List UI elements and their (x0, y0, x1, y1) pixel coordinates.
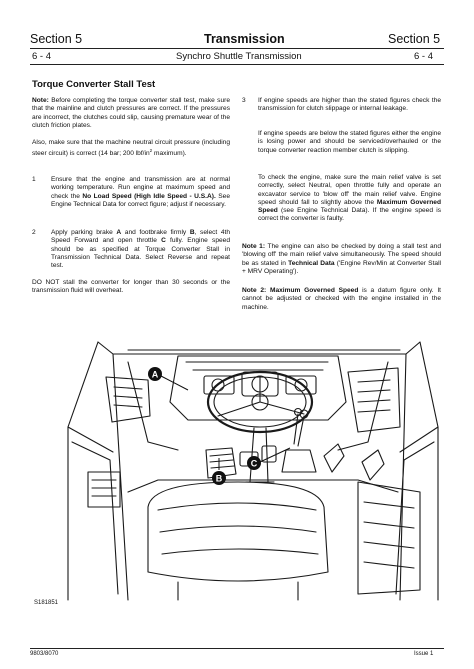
engine-check-part-a: To check the engine, make sure the main relief valve is set correctly, select Neutral, open throttle fully and operate an excavator service to 'blow off' the main relief valve. Engine speed should fall to slightly above the (258, 174, 441, 206)
callout-b-label: B (215, 473, 223, 484)
footer-rule (30, 648, 444, 649)
note-2-paragraph (242, 287, 441, 312)
dashboard (170, 356, 346, 420)
step-1-text (51, 176, 230, 209)
warning-paragraph: DO NOT stall the converter for longer than 30 seconds or the transmission fluid will overheat. (32, 279, 230, 295)
header-rule-bottom (30, 64, 444, 65)
note-2-text: is a datum figure only. It cannot be adjusted or checked with the engine installed in the machine. (242, 287, 441, 311)
note-2-bold: Maximum Governed Speed (269, 287, 359, 294)
callout-c-marker (247, 448, 290, 470)
note-label: Note: (32, 97, 49, 104)
note-1-label: Note 1: (242, 243, 266, 250)
step-2-number: 2 (32, 229, 36, 236)
step-1-number: 1 (32, 176, 36, 183)
engine-check-bold: Maximum Governed Speed (258, 198, 441, 215)
callout-a-label: A (151, 369, 159, 380)
also-text: Also, make sure that the machine neutral circuit pressure (including steer circuit) is correct (14 bar; 200 lbf/in (32, 139, 230, 158)
chapter-title: Transmission (204, 32, 285, 46)
note-1-part-b: ('Engine Rev/Min at Converter Stall + MRV Operating'). (242, 259, 442, 275)
page-number-right: 6 - 4 (414, 51, 434, 62)
note-2-label: Note 2: (242, 287, 267, 294)
note-text: Before completing the torque converter stall test, make sure that the mainline and clutch pressures are correct. If the pressures are incorrect, the clutches could slip, causing premature wear of the clutch friction plates. (32, 97, 230, 129)
step-2-label-a: A (116, 229, 122, 236)
engine-check-part-b: (see Engine Technical Data). If the engine speed is correct the converter is faulty. (258, 207, 441, 223)
section-label-right: Section 5 (388, 32, 441, 46)
step-2-part-a: Apply parking brake (51, 229, 113, 236)
header-rule-top (30, 48, 444, 49)
step-3-followup: If engine speeds are below the stated figures either the engine is losing power and should be serviced/overhauled or the torque converter reaction member clutch is slipping. (258, 130, 441, 154)
issue-label: Issue 1 (414, 651, 434, 657)
operator-seat (148, 482, 328, 581)
page-number-left: 6 - 4 (32, 51, 52, 62)
note-1-part-a: The engine can also be checked by doing a stall test and 'blowing off' the main relief valve simultaneously. The speed should be as stated in (242, 243, 441, 267)
cab-interior-illustration (28, 332, 446, 608)
also-paragraph (32, 139, 230, 159)
callout-c-label: C (250, 458, 258, 469)
step-1-part-a: Ensure that the engine and transmission are at normal working temperature. Run engine at maximum speed and check the (51, 176, 230, 200)
step-2-label-b: B (189, 229, 195, 236)
note-paragraph (32, 97, 230, 130)
also-text-end: maximum). (154, 150, 187, 158)
chapter-subtitle: Synchro Shuttle Transmission (176, 51, 302, 62)
step-3-number: 3 (242, 97, 246, 104)
section-heading: Torque Converter Stall Test (32, 79, 156, 90)
step-2-part-d: fully. Engine speed should be as specified at Torque Converter Stall in Transmission Technical Data. Select Reverse and repeat test. (51, 237, 230, 270)
callout-a-marker (148, 367, 188, 390)
step-1-bold: No Load Speed (High Idle Speed - U.S.A). (82, 192, 216, 200)
also-superscript: 2 (149, 148, 153, 154)
step-2-part-c: , select 4th Speed Forward and open throttle (51, 229, 231, 245)
figure-reference: S181851 (34, 600, 59, 606)
note-1-bold: Technical Data (288, 259, 335, 267)
engine-check-paragraph (258, 174, 441, 224)
step-2-part-b: and footbrake firmly (124, 229, 187, 236)
section-label-left: Section 5 (30, 32, 83, 46)
step-2-text (51, 229, 230, 270)
step-1-part-b: See Engine Technical Data for correct figure; adjust if necessary. (51, 192, 231, 208)
document-reference: 9803/8070 (30, 651, 59, 657)
step-3-text: If engine speeds are higher than the stated figures check the transmission for clutch slippage or internal leakage. (258, 97, 441, 113)
step-2-label-c: C (161, 237, 166, 245)
note-1-paragraph (242, 243, 441, 276)
